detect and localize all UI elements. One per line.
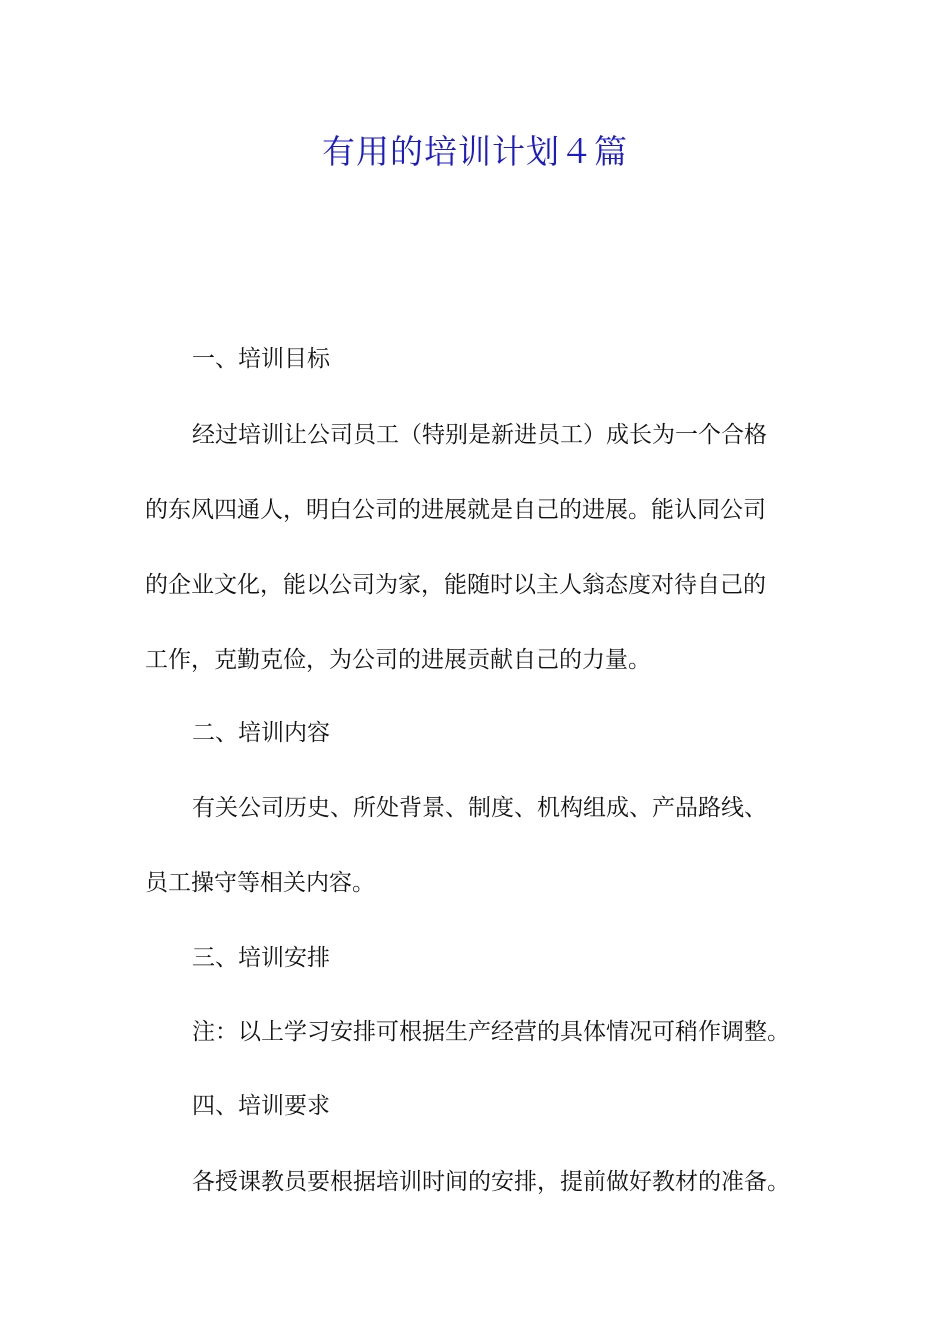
section-heading-requirements: 四、培训要求 — [192, 1093, 330, 1119]
section-heading-content: 二、培训内容 — [192, 720, 330, 746]
paragraph-line: 员工操守等相关内容。 — [145, 870, 375, 896]
paragraph-line: 经过培训让公司员工（特别是新进员工）成长为一个合格 — [192, 422, 767, 448]
paragraph-line: 工作，克勤克俭，为公司的进展贡献自己的力量。 — [145, 647, 651, 673]
section-heading-goals: 一、培训目标 — [192, 346, 330, 372]
paragraph-line: 注：以上学习安排可根据生产经营的具体情况可稍作调整。 — [192, 1019, 790, 1045]
paragraph-line: 各授课教员要根据培训时间的安排，提前做好教材的准备。 — [192, 1169, 790, 1195]
paragraph-line: 有关公司历史、所处背景、制度、机构组成、产品路线、 — [192, 795, 767, 821]
paragraph-line: 的企业文化，能以公司为家，能随时以主人翁态度对待自己的 — [145, 572, 766, 598]
document-title: 有用的培训计划４篇 — [322, 132, 628, 171]
section-heading-schedule: 三、培训安排 — [192, 945, 330, 971]
paragraph-line: 的东风四通人，明白公司的进展就是自己的进展。能认同公司 — [145, 497, 766, 523]
